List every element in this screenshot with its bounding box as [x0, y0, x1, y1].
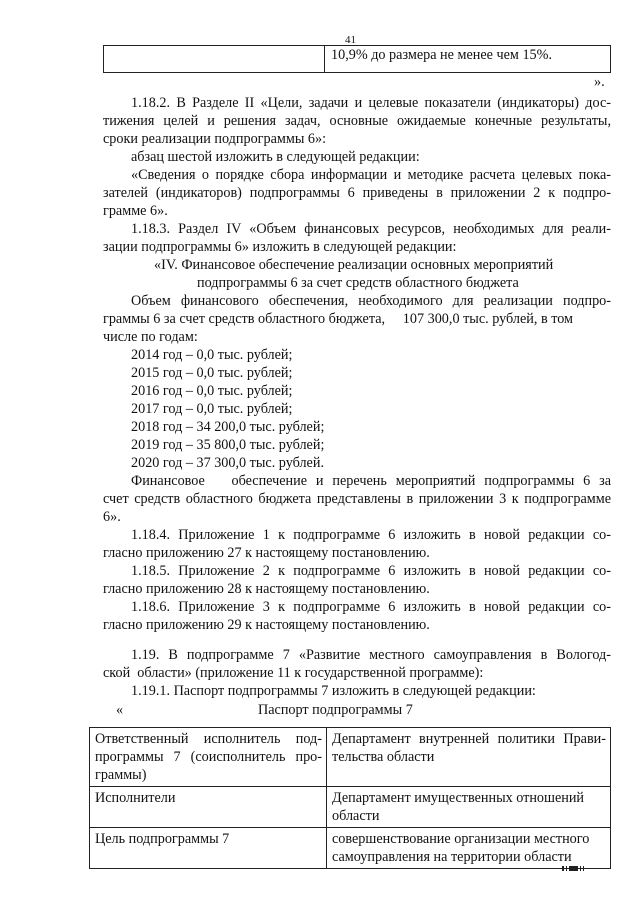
closing-quote: ».	[594, 74, 605, 90]
paragraph-abzac: абзац шестой изложить в следующей редакции:	[131, 149, 420, 165]
paragraph-1-18-3-line2: зации подпрограммы 6» изложить в следующей редакции:	[103, 239, 457, 255]
table-cell-label: Ответственный исполнитель под- программы 7 (соисполнитель про- граммы)	[90, 728, 327, 787]
paragraph-financing-line3: 6».	[103, 509, 121, 525]
page-number: 41	[345, 34, 356, 46]
paragraph-1-18-6-line2: гласно приложению 29 к настоящему постановлению.	[103, 617, 430, 633]
section-iv-heading-line1: «IV. Финансовое обеспечение реализации основных мероприятий	[154, 257, 554, 273]
paragraph-1-18-2-line1: 1.18.2. В Разделе II «Цели, задачи и целевые показатели (индикаторы) дос-	[131, 95, 611, 111]
year-item: 2016 год – 0,0 тыс. рублей;	[131, 383, 293, 399]
paragraph-volume-line2: граммы 6 за счет средств областного бюджета, 107 300,0 тыс. рублей, в том	[103, 311, 574, 327]
table-cell-label: Цель подпрограммы 7	[90, 828, 327, 869]
table-row	[90, 728, 611, 787]
paragraph-1-18-4-line2: гласно приложению 27 к настоящему постановлению.	[103, 545, 430, 561]
paragraph-1-18-2-line2: тижения целей и решения задач, основные ожидаемые конечные результаты,	[103, 113, 611, 129]
table-row	[90, 787, 611, 828]
paragraph-1-18-5-line1: 1.18.5. Приложение 2 к подпрограмме 6 изложить в новой редакции со-	[131, 563, 611, 579]
paragraph-svedeniya-line2: зателей (индикаторов) подпрограммы 6 приведены в приложении 2 к подпро-	[103, 185, 611, 201]
year-item: 2018 год – 34 200,0 тыс. рублей;	[131, 419, 325, 435]
year-item: 2014 год – 0,0 тыс. рублей;	[131, 347, 293, 363]
paragraph-financing-line2: счет средств областного бюджета представлены в приложении 3 к подпрограмме	[103, 491, 611, 507]
year-item: 2017 год – 0,0 тыс. рублей;	[131, 401, 293, 417]
paragraph-1-19-1: 1.19.1. Паспорт подпрограммы 7 изложить в следующей редакции:	[131, 683, 536, 699]
paragraph-1-18-2-line3: сроки реализации подпрограммы 6»:	[103, 131, 327, 147]
table-cell-value: Департамент внутренней политики Прави- тельства области	[327, 728, 611, 787]
paragraph-volume-line1: Объем финансового обеспечения, необходимого для реализации подпро-	[131, 293, 611, 309]
top-table-fragment	[103, 45, 611, 73]
paragraph-financing-line1: Финансовое обеспечение и перечень мероприятий подпрограммы 6 за	[131, 473, 611, 489]
year-item: 2019 год – 35 800,0 тыс. рублей;	[131, 437, 325, 453]
table-cell-value: совершенствование организации местного самоуправления на территории области	[327, 828, 611, 869]
paragraph-svedeniya-line1: «Сведения о порядке сбора информации и методике расчета целевых пока-	[131, 167, 611, 183]
section-iv-heading-line2: подпрограммы 6 за счет средств областного бюджета	[197, 275, 519, 291]
top-table-left-cell	[104, 46, 325, 73]
paragraph-1-18-5-line2: гласно приложению 28 к настоящему постановлению.	[103, 581, 430, 597]
paragraph-1-19-line2: ской области» (приложение 11 к государственной программе):	[103, 665, 484, 681]
passport-open-quote: «	[116, 702, 124, 718]
paragraph-1-18-3-line1: 1.18.3. Раздел IV «Объем финансовых ресурсов, необходимых для реали-	[131, 221, 611, 237]
top-table-right-cell: 10,9% до размера не менее чем 15%.	[325, 46, 611, 73]
passport-table	[89, 727, 611, 869]
paragraph-volume-line3: числе по годам:	[103, 329, 198, 345]
table-row	[90, 828, 611, 869]
barcode-mark	[562, 866, 586, 871]
passport-title: Паспорт подпрограммы 7	[258, 702, 413, 718]
year-item: 2015 год – 0,0 тыс. рублей;	[131, 365, 293, 381]
paragraph-1-18-4-line1: 1.18.4. Приложение 1 к подпрограмме 6 изложить в новой редакции со-	[131, 527, 611, 543]
table-cell-value: Департамент имущественных отношений области	[327, 787, 611, 828]
paragraph-1-18-6-line1: 1.18.6. Приложение 3 к подпрограмме 6 изложить в новой редакции со-	[131, 599, 611, 615]
paragraph-svedeniya-line3: грамме 6».	[103, 203, 168, 219]
table-cell-label: Исполнители	[90, 787, 327, 828]
year-item: 2020 год – 37 300,0 тыс. рублей.	[131, 455, 324, 471]
paragraph-1-19-line1: 1.19. В подпрограмме 7 «Развитие местного самоуправления в Вологод-	[131, 647, 611, 663]
